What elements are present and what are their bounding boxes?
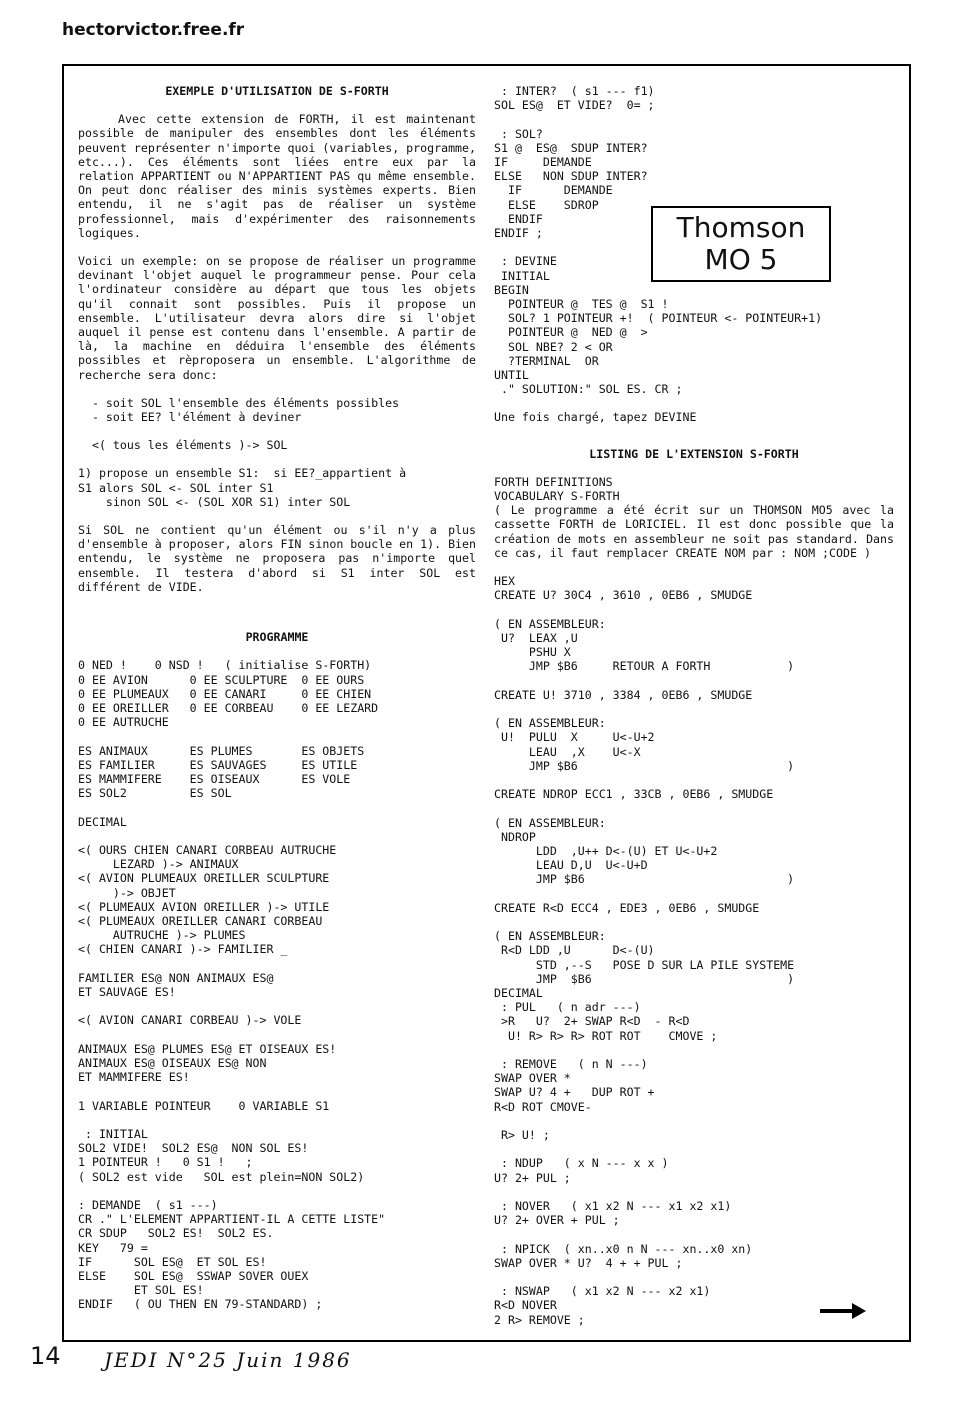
left-column bbox=[78, 84, 476, 1312]
listing-title: LISTING DE L'EXTENSION S-FORTH bbox=[589, 446, 799, 461]
intro-paragraph: Avec cette extension de FORTH, il est maintenant possible de manipuler des ensembles dont les éléments peuvent représenter n'importe quoi (variables, programme, etc...). Ces éléments sont liées entre eux par la relation APPARTIENT ou N'APPARTIENT PAS qu même ensemble. On peut donc réaliser des minis systèmes experts. Bien entendu, il ne s'agit pas de réaliser un système professionnel, mais d'expérimenter des raisonnements logiques. bbox=[78, 112, 476, 240]
example-paragraph: Voici un exemple: on se propose de réaliser un programme devinant l'objet auquel le programmeur pense. Pour cela l'ordinateur considère au départ que tous les objets qu'il connait sont possibles. Puis il propose un ensemble. L'utilisateur devra alors dire si l'objet auquel il pense est contenu dans l'ensemble. A partir de là, la machine en déduira l'ensemble des éléments possibles et rèproposera un ensemble. L'algorithme de recherche sera donc: bbox=[78, 254, 476, 382]
site-url: hectorvictor.free.fr bbox=[62, 20, 245, 40]
page-number: 14 bbox=[30, 1342, 61, 1370]
thomson-mo5-box bbox=[651, 206, 831, 282]
programme-title: PROGRAMME bbox=[245, 630, 309, 645]
listing-code: HEX CREATE U? 30C4 , 3610 , 0EB6 , SMUDGE ( EN ASSEMBLEUR: U? LEAX ,U PSHU X JMP $B6 RETOUR A FORTH ) CREATE U! 3710 , 3384 , 0EB6 , SMUDGE ( EN ASSEMBLEUR: U! PULU X U<-U+2 LEAU ,X U<-X JMP $B6 ) CREATE NDROP ECC1 , 33CB , 0EB6 , SMUDGE ( EN ASSEMBLEUR: NDROP LDD ,U++ D<-(U) ET U<-U+2 LEAU D,U U<-U+D JMP $B6 ) CREATE R<D ECC4 , EDE3 , 0EB6 , SMUDGE ( EN ASSEMBLEUR: R<D LDD ,U D<-(U) STD ,--S POSE D SUR LA PILE SYSTEME JMP $B6 ) DECIMAL : PUL ( n adr ---) >R U? 2+ SWAP R<D - R<D U! R> R> R> ROT ROT CMOVE ; : REMOVE ( n N ---) SWAP OVER * SWAP U? 4 + DUP ROT + R<D ROT CMOVE- R> U! ; : NDUP ( x N --- x x ) U? 2+ PUL ; : NOVER ( x1 x2 N --- x1 x2 x1) U? 2+ OVER + PUL ; : NPICK ( xn..x0 n N --- xn..x0 xn) SWAP OVER * U? 4 + + PUL ; : NSWAP ( x1 x2 N --- x2 x1) R<D NOVER 2 R> REMOVE ; bbox=[494, 574, 795, 1327]
listing-note: ( Le programme a été écrit sur un THOMSON MO5 avec la cassette FORTH de LORICIEL. Il est donc possible que la création de mots en assembleur ne soit pas standard. Dans ce cas, il faut remplacer CREATE NOM par : NOM ;CODE ) bbox=[494, 503, 894, 560]
mo5-label: MO 5 bbox=[704, 243, 778, 276]
sol-definition: <( tous les éléments )-> SOL bbox=[78, 438, 288, 453]
issue-signature: JEDI N°25 Juin 1986 bbox=[104, 1348, 352, 1372]
right-arrow-icon bbox=[818, 1300, 868, 1322]
code-devine: : INTER? ( s1 --- f1) SOL ES@ ET VIDE? 0= ; : SOL? S1 @ ES@ SDUP INTER? IF DEMANDE ELSE NON SDUP INTER? IF DEMANDE ELSE SDROP ENDIF ENDIF ; : DEVINE INITIAL BEGIN POINTEUR @ TES @ S1 ! SOL? 1 POINTEUR +! ( POINTEUR <- POINTEUR+1) POINTEUR @ NED @ > SOL NBE? 2 < OR ?TERMINAL OR UNTIL ." SOLUTION:" SOL ES. CR ; bbox=[494, 84, 823, 397]
forth-definitions: FORTH DEFINITIONS VOCABULARY S-FORTH bbox=[494, 474, 620, 504]
load-instruction: Une fois chargé, tapez DEVINE bbox=[494, 410, 697, 425]
final-paragraph: Si SOL ne contient qu'un élément ou s'il n'y a plus d'ensemble à proposer, alors FIN sinon boucle en 1). Bien entendu, le système ne proposera pas n'importe quel ensemble. Il testera d'abord si S1 inter SOL est différent de VIDE. bbox=[78, 523, 476, 594]
bullet-list: - soit SOL l'ensemble des éléments possibles - soit EE? l'élément à deviner bbox=[91, 395, 400, 425]
article-title: EXEMPLE D'UTILISATION DE S-FORTH bbox=[165, 84, 389, 98]
thomson-label: Thomson bbox=[676, 211, 806, 244]
programme-code: 0 NED ! 0 NSD ! ( initialise S-FORTH) 0 EE AVION 0 EE SCULPTURE 0 EE OURS 0 EE PLUMEAUX 0 EE CANARI 0 EE CHIEN 0 EE OREILLER 0 EE CORBEAU 0 EE LEZARD 0 EE AUTRUCHE ES ANIMAUX ES PLUMES ES OBJETS ES FAMILIER ES SAUVAGES ES UTILE ES MAMMIFERE ES OISEAUX ES VOLE ES SOL2 ES SOL DECIMAL <( OURS CHIEN CANARI CORBEAU AUTRUCHE LEZARD )-> ANIMAUX <( AVION PLUMEAUX OREILLER SCULPTURE )-> OBJET <( PLUMEAUX AVION OREILLER )-> UTILE <( PLUMEAUX OREILLER CANARI CORBEAU AUTRUCHE )-> PLUMES <( CHIEN CANARI )-> FAMILIER _ FAMILIER ES@ NON ANIMAUX ES@ ET SAUVAGE ES! <( AVION CANARI CORBEAU )-> VOLE ANIMAUX ES@ PLUMES ES@ ET OISEAUX ES! ANIMAUX ES@ OISEAUX ES@ NON ET MAMMIFERE ES! 1 VARIABLE POINTEUR 0 VARIABLE S1 : INITIAL SOL2 VIDE! SOL2 ES@ NON SOL ES! 1 POINTEUR ! 0 S1 ! ; ( SOL2 est vide SOL est plein=NON SOL2) : DEMANDE ( s1 ---) CR ." L'ELEMENT APPARTIENT-IL A CETTE LISTE" CR SDUP SOL2 ES! SOL2 ES. KEY 79 = IF SOL ES@ ET SOL ES! ELSE SOL ES@ SSWAP SOVER OUEX ET SOL ES! ENDIF ( OU THEN EN 79-STANDARD) ; bbox=[78, 658, 386, 1312]
step-one: 1) propose un ensemble S1: si EE?_appartient à S1 alors SOL <- SOL inter S1 sinon SOL <- (SOL XOR S1) inter SOL bbox=[78, 466, 407, 509]
